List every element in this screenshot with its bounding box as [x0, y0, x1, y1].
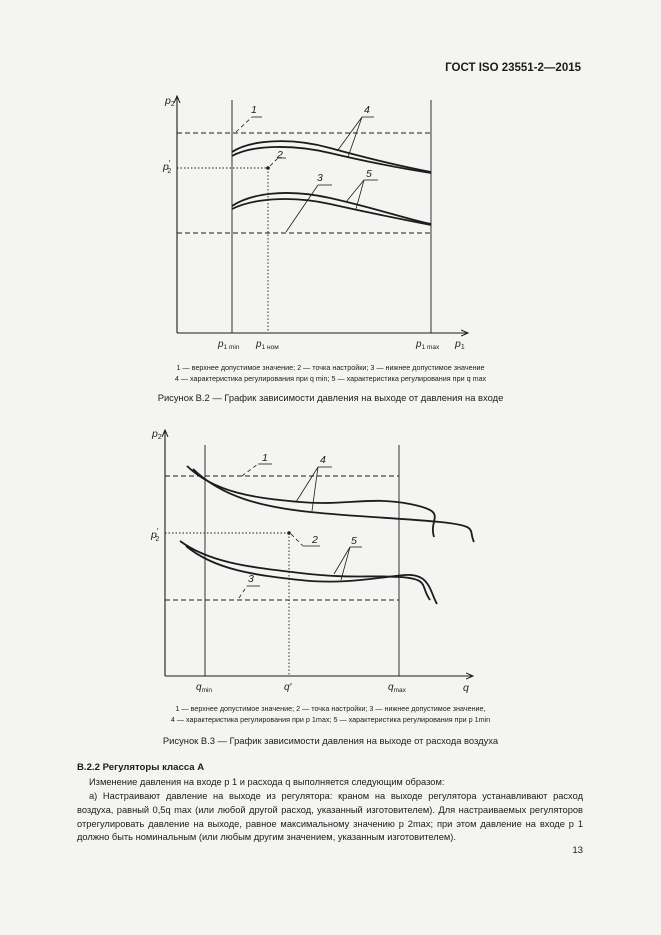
b3-curve-4a — [187, 466, 435, 537]
b2-y-axis-label: p2 — [165, 95, 175, 108]
b3-legend-line-1: 1 — верхнее допустимое значение; 2 — точка настройки; 3 — нижнее допустимое значение, — [175, 704, 486, 713]
b3-marker-4: 4 — [320, 454, 326, 466]
b3-leader-3 — [239, 586, 247, 598]
b2-marker-3: 3 — [317, 172, 323, 184]
b3-curve-4b — [193, 469, 474, 542]
b2-x-tick-p1min: $p_{1 min}$ — [218, 339, 240, 351]
b3-y-axis-label: p2 — [152, 428, 162, 441]
b3-leader-2 — [291, 534, 303, 546]
b3-x-tick-qprime: q′ — [284, 682, 292, 693]
standard-header: ГОСТ ISO 23551-2—2015 — [445, 62, 581, 74]
b3-leader-5a — [334, 547, 350, 574]
b2-legend-line-1: 1 — верхнее допустимое значение; 2 — точка настройки; 3 — нижнее допустимое значение — [176, 363, 485, 372]
b3-leader-4a — [296, 467, 318, 502]
section-item-a — [77, 790, 583, 845]
section-title: В.2.2 Регуляторы класса А — [77, 762, 205, 773]
figure-b2-caption: Рисунок В.2 — График зависимости давления на выходе от давления на входе — [157, 392, 504, 403]
b3-marker-1: 1 — [262, 452, 268, 464]
section-intro-text: Изменение давления на входе p 1 и расхода q выполняется следующим образом: — [89, 777, 445, 787]
b2-marker-4: 4 — [364, 104, 370, 116]
b2-marker-5: 5 — [366, 168, 372, 180]
figure-b3-caption: Рисунок В.3 — График зависимости давления на выходе от расхода воздуха — [162, 735, 499, 746]
b3-legend-line-2: 4 — характеристика регулирования при p 1max; 5 — характеристика регулирования при p 1min — [170, 715, 491, 724]
b2-x-tick-p1max: $p_{1 max}$ — [416, 339, 440, 351]
b3-curve-5a — [180, 541, 430, 600]
b3-marker-5: 5 — [351, 535, 357, 547]
section-item-a-text: а) Настраивают давление на выходе из регулятора: краном на выходе регулятора устанавливают расход воздуха, равный 0,5q max (или любой другой расход, указанный изготовителем). Для настраиваемых регуляторов отрегулировать давление на выходе, равное максимальному значению p 2max; при этом давление на входе p 1 должно быть номинальным (или любым другим значением, указанным изготовителем). — [77, 791, 583, 843]
b3-x-axis-label: q — [463, 682, 469, 694]
b3-leader-4b — [312, 467, 318, 511]
b3-marker-3: 3 — [248, 573, 254, 585]
page-number: 13 — [572, 845, 583, 856]
b3-leader-5b — [341, 547, 350, 580]
b3-x-tick-qmax: $q_{max}$ — [388, 682, 406, 694]
b2-marker-2: 2 — [277, 149, 283, 161]
b2-marker-1: 1 — [251, 104, 257, 116]
b2-y-tick-p2prime: p′ 2 — [163, 159, 172, 175]
b3-y-tick-p2prime: p′ 2 — [151, 527, 160, 543]
section-intro — [77, 776, 583, 790]
b3-leader-1 — [242, 464, 258, 476]
b2-x-axis-label: p1 — [455, 338, 465, 351]
b3-x-tick-qmin: $q_{min}$ — [196, 682, 213, 694]
b2-legend-line-2: 4 — характеристика регулирования при q min; 5 — характеристика регулирования при q max — [174, 374, 487, 383]
b3-marker-2: 2 — [312, 534, 318, 546]
b2-x-tick-p1nom: $p_{1 ном}$ — [256, 339, 279, 351]
b3-setpoint-dot — [287, 531, 291, 535]
figure-b3-legend — [0, 703, 661, 725]
